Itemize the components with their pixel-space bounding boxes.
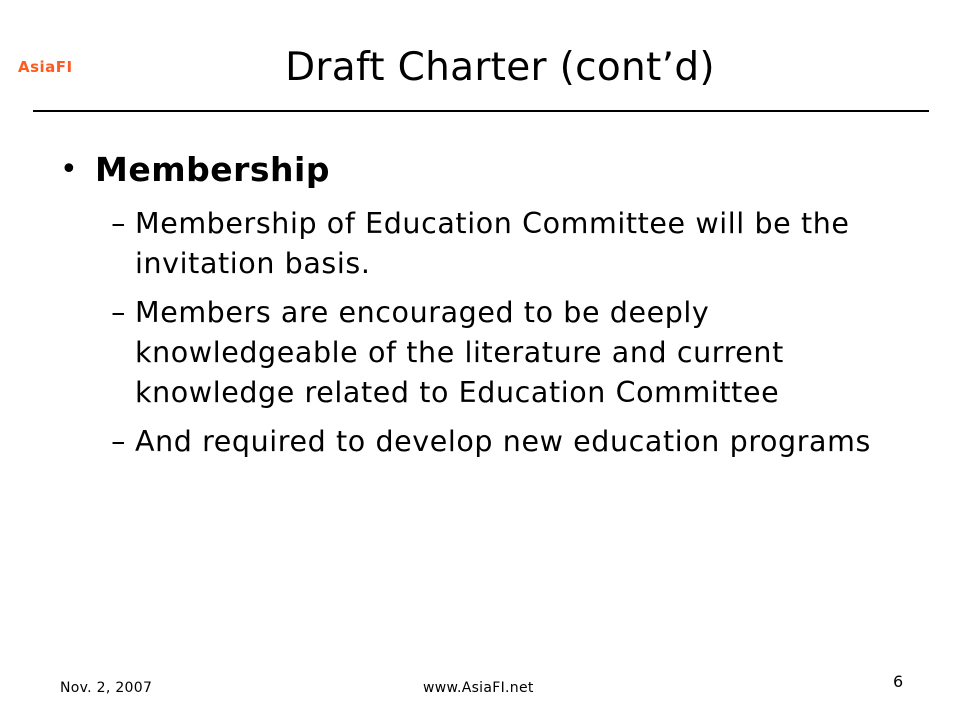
slide-body [60, 142, 940, 471]
slide-title: Draft Charter (cont’d) [285, 45, 715, 90]
footer-date: Nov. 2, 2007 [60, 680, 153, 696]
bullet-marker: • [60, 152, 79, 187]
sub-bullet-list [60, 204, 940, 462]
sub-bullet-text: Membership of Education Committee will be the invitation basis. [135, 207, 850, 280]
sub-bullet-marker: – [111, 425, 126, 458]
sub-bullet-marker: – [111, 207, 126, 240]
sub-bullet-marker: – [111, 296, 126, 329]
footer-url: www.AsiaFI.net [423, 680, 534, 696]
sub-bullet-text: Members are encouraged to be deeply knowledgeable of the literature and current knowledge related to Education Committee [135, 296, 784, 409]
asiafi-logo: AsiaFI [18, 58, 73, 76]
slide-title-container [0, 40, 960, 96]
title-divider [33, 110, 929, 112]
bullet-label: Membership [95, 150, 330, 189]
sub-bullet-item [60, 204, 940, 284]
sub-bullet-item [60, 293, 940, 413]
sub-bullet-text: And required to develop new education programs [135, 425, 871, 458]
bullet-membership [60, 142, 940, 198]
sub-bullet-item [60, 422, 940, 462]
page-number: 6 [893, 672, 904, 691]
